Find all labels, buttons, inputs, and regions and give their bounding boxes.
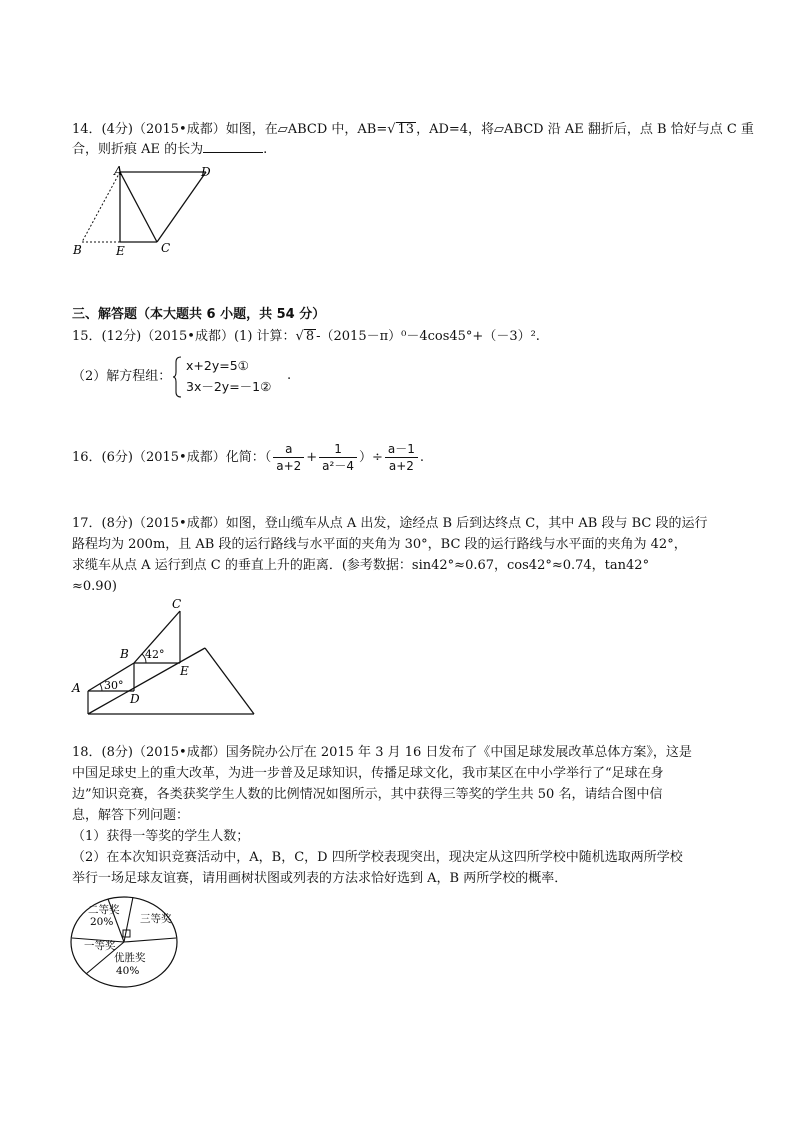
q14-label-e: E xyxy=(116,244,125,257)
q17-line4: ≈0.90) xyxy=(72,579,117,594)
fraction-2-numerator: 1 xyxy=(319,441,357,458)
q18-line5: （1）获得一等奖的学生人数； xyxy=(72,829,250,844)
q15-end: . xyxy=(287,368,292,383)
q16-divide: ）÷ xyxy=(358,450,383,465)
q14-text-a: 14．(4分)（2015•成都）如图，在▱ABCD 中，AB= xyxy=(72,122,388,137)
q14-line2-end: . xyxy=(263,142,268,157)
q14-line1 xyxy=(72,120,754,140)
q15-sqrt-sign: √ xyxy=(295,329,304,344)
q15-eq2: 3x－2y=－1② xyxy=(186,379,272,394)
q14-label-d: D xyxy=(201,165,211,179)
q17-label-d: D xyxy=(130,692,140,706)
q15-line1 xyxy=(72,327,540,347)
q17-angle-42: 42° xyxy=(145,648,165,661)
slice-value-excellence: 40% xyxy=(116,965,140,977)
slice-label-excellence: 优胜奖 xyxy=(114,952,146,964)
q15-text-b: -（2015－π）⁰－4cos45°+（－3）². xyxy=(316,329,540,344)
q14-label-a: A xyxy=(114,164,123,178)
fraction-1-numerator: a xyxy=(273,441,304,458)
q18-line2: 中国足球史上的重大改革，为进一步普及足球知识，传播足球文化，我市某区在中小学举行了“足球在身 xyxy=(72,766,664,781)
q17-label-a: A xyxy=(72,681,81,695)
slice-label-first-prize: 一等奖 xyxy=(84,940,116,952)
fraction-3-numerator: a－1 xyxy=(385,441,418,458)
q17-line1: 17．(8分)（2015•成都）如图，登山缆车从点 A 出发，途经点 B 后到达终点 C，其中 AB 段与 BC 段的运行 xyxy=(72,516,708,531)
q18-line4: 息，解答下列问题： xyxy=(72,808,190,823)
q14-line2 xyxy=(72,140,267,160)
answer-blank xyxy=(203,140,263,153)
q17-line2: 路程均为 200m，且 AB 段的运行路线与水平面的夹角为 30°，BC 段的运行路线与水平面的夹角为 42°， xyxy=(72,537,687,552)
q14-line2-text: 合，则折痕 AE 的长为 xyxy=(72,142,204,157)
slice-label-second-prize: 二等奖 xyxy=(88,904,120,916)
q17-angle-30: 30° xyxy=(104,679,124,692)
equation-brace xyxy=(172,356,182,398)
q15-eq1: x+2y=5① xyxy=(186,358,249,373)
q18-line7: 举行一场足球友谊赛，请用画树状图或列表的方法求恰好选到 A，B 两所学校的概率． xyxy=(72,871,568,886)
slice-value-second-prize: 20% xyxy=(90,916,114,928)
q18-line3: 边”知识竞赛，各类获奖学生人数的比例情况如图所示，其中获得三等奖的学生共 50 名，请结合图中信 xyxy=(72,787,663,802)
fraction-1-denominator: a+2 xyxy=(276,459,302,473)
section3-heading: 三、解答题（本大题共 6 小题，共 54 分） xyxy=(72,307,326,322)
q16-prefix: 16．(6分)（2015•成都）化简：（ xyxy=(72,450,272,465)
q17-cable-car-figure xyxy=(68,598,263,718)
q14-label-c: C xyxy=(161,241,171,255)
q17-label-e: E xyxy=(180,664,189,678)
q18-line6: （2）在本次知识竞赛活动中，A，B，C，D 四所学校表现突出，现决定从这四所学校中随机选取两所学校 xyxy=(72,850,683,865)
q15-part2-label: （2）解方程组： xyxy=(72,369,172,384)
fraction-2 xyxy=(319,441,357,474)
q16-end: . xyxy=(419,450,425,465)
q17-label-b: B xyxy=(120,647,129,661)
q16-line xyxy=(72,438,424,478)
q15-sqrt-value: 8 xyxy=(305,329,315,344)
q18-line1: 18．(8分)（2015•成都）国务院办公厅在 2015 年 3 月 16 日发布了《中国足球发展改革总体方案》，这是 xyxy=(72,745,692,760)
fraction-2-denominator: a²－4 xyxy=(322,459,354,473)
q14-parallelogram-figure xyxy=(68,162,218,257)
q16-plus: + xyxy=(306,450,318,465)
q15-text-a: 15．(12分)（2015•成都）(1) 计算： xyxy=(72,329,296,344)
fraction-1 xyxy=(273,441,304,474)
award-pie-chart xyxy=(68,892,180,992)
slice-label-third-prize: 三等奖 xyxy=(140,913,172,925)
q17-line3: 求缆车从点 A 运行到点 C 的垂直上升的距离．(参考数据：sin42°≈0.67，cos42°≈0.74，tan42° xyxy=(72,558,650,573)
q17-label-c: C xyxy=(172,598,182,611)
fraction-3-denominator: a+2 xyxy=(388,459,414,473)
fraction-3 xyxy=(385,441,418,474)
q14-sqrt-value: 13 xyxy=(397,122,415,137)
q14-label-b: B xyxy=(73,243,82,257)
q14-sqrt-sign: √ xyxy=(387,122,396,137)
q14-text-b: ，AD=4，将▱ABCD 沿 AE 翻折后，点 B 恰好与点 C 重 xyxy=(416,122,754,137)
